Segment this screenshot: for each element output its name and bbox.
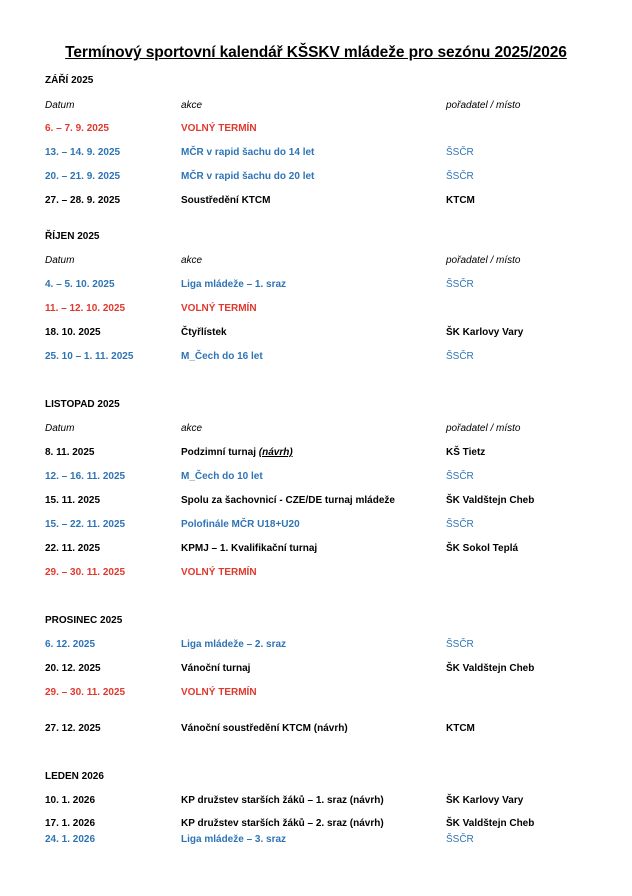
table-row <box>0 327 632 341</box>
event-name: MČR v rapid šachu do 14 let <box>181 147 315 158</box>
event-name: Liga mládeže – 2. sraz <box>181 639 287 650</box>
event-date: 12. – 16. 11. 2025 <box>45 471 126 482</box>
event-note: (návrh) <box>258 447 293 458</box>
table-header <box>0 423 632 437</box>
header-event: akce <box>181 100 203 111</box>
event-name: VOLNÝ TERMÍN <box>181 567 257 578</box>
event-organizer: ŠK Sokol Teplá <box>446 543 519 554</box>
table-row <box>0 351 632 365</box>
event-date: 15. 11. 2025 <box>45 495 101 506</box>
event-date: 15. – 22. 11. 2025 <box>45 519 126 530</box>
event-date: 6. 12. 2025 <box>45 639 96 650</box>
event-name-text: KP družstev starších žáků – 1. sraz <box>181 795 348 806</box>
event-organizer: ŠK Valdštejn Cheb <box>446 818 535 829</box>
event-date: 6. – 7. 9. 2025 <box>45 123 109 134</box>
header-date: Datum <box>45 255 75 266</box>
table-row <box>0 147 632 161</box>
event-organizer: ŠSČR <box>446 471 474 482</box>
event-date: 20. 12. 2025 <box>45 663 101 674</box>
header-date: Datum <box>45 100 75 111</box>
event-name: Čtyřlístek <box>181 327 227 338</box>
month-heading-december: PROSINEC 2025 <box>45 615 123 626</box>
event-organizer: ŠK Valdštejn Cheb <box>446 495 535 506</box>
event-organizer: ŠSČR <box>446 639 474 650</box>
table-row <box>0 663 632 677</box>
table-row <box>0 303 632 317</box>
table-row <box>0 543 632 557</box>
event-date: 20. – 21. 9. 2025 <box>45 171 121 182</box>
event-name: Spolu za šachovnicí - CZE/DE turnaj mládeže <box>181 495 395 506</box>
event-date: 10. 1. 2026 <box>45 795 96 806</box>
event-organizer: ŠK Karlovy Vary <box>446 795 524 806</box>
event-organizer: ŠSČR <box>446 351 474 362</box>
event-organizer: ŠSČR <box>446 519 474 530</box>
event-note: (návrh) <box>349 795 384 806</box>
table-row <box>0 795 632 809</box>
page-title: Termínový sportovní kalendář KŠSKV mládeže pro sezónu 2025/2026 <box>65 44 567 61</box>
event-name: VOLNÝ TERMÍN <box>181 303 257 314</box>
table-row <box>0 495 632 509</box>
event-name-text: Vánoční soustředění KTCM <box>181 723 312 734</box>
month-heading-january: LEDEN 2026 <box>45 771 104 782</box>
event-name <box>181 447 293 458</box>
event-organizer: ŠSČR <box>446 834 474 845</box>
table-row <box>0 195 632 209</box>
table-row <box>0 279 632 293</box>
event-name <box>181 795 384 806</box>
table-row <box>0 834 632 848</box>
event-name: KPMJ – 1. Kvalifikační turnaj <box>181 543 318 554</box>
event-organizer: KŠ Tietz <box>446 447 486 458</box>
event-organizer: ŠK Karlovy Vary <box>446 327 524 338</box>
event-date: 25. 10 – 1. 11. 2025 <box>45 351 134 362</box>
table-header <box>0 100 632 114</box>
event-date: 27. – 28. 9. 2025 <box>45 195 121 206</box>
table-header <box>0 255 632 269</box>
header-organizer: pořadatel / místo <box>446 423 521 434</box>
event-name: VOLNÝ TERMÍN <box>181 123 257 134</box>
event-name: Polofinále MČR U18+U20 <box>181 519 300 530</box>
event-date: 24. 1. 2026 <box>45 834 96 845</box>
event-date: 13. – 14. 9. 2025 <box>45 147 121 158</box>
event-date: 4. – 5. 10. 2025 <box>45 279 115 290</box>
month-heading-november: LISTOPAD 2025 <box>45 399 120 410</box>
table-row <box>0 447 632 461</box>
table-row <box>0 123 632 137</box>
event-date: 29. – 30. 11. 2025 <box>45 687 126 698</box>
event-name: VOLNÝ TERMÍN <box>181 687 257 698</box>
event-date: 27. 12. 2025 <box>45 723 101 734</box>
event-organizer: KTCM <box>446 723 475 734</box>
event-organizer: ŠSČR <box>446 171 474 182</box>
event-name: M_Čech do 16 let <box>181 351 263 362</box>
table-row <box>0 639 632 653</box>
event-date: 22. 11. 2025 <box>45 543 101 554</box>
event-name: Liga mládeže – 3. sraz <box>181 834 287 845</box>
event-name: M_Čech do 10 let <box>181 471 263 482</box>
event-date: 29. – 30. 11. 2025 <box>45 567 126 578</box>
header-event: akce <box>181 255 203 266</box>
event-name-text: Podzimní turnaj <box>181 447 256 458</box>
table-row <box>0 471 632 485</box>
table-row <box>0 818 632 832</box>
event-organizer: KTCM <box>446 195 475 206</box>
header-organizer: pořadatel / místo <box>446 255 521 266</box>
event-name: Soustředění KTCM <box>181 195 271 206</box>
month-heading-september: ZÁŘÍ 2025 <box>45 75 94 86</box>
table-row <box>0 723 632 737</box>
event-organizer: ŠSČR <box>446 279 474 290</box>
event-note: (návrh) <box>313 723 348 734</box>
event-date: 11. – 12. 10. 2025 <box>45 303 126 314</box>
event-date: 8. 11. 2025 <box>45 447 95 458</box>
header-event: akce <box>181 423 203 434</box>
event-name <box>181 818 384 829</box>
table-row <box>0 687 632 701</box>
event-name: Vánoční turnaj <box>181 663 251 674</box>
table-row <box>0 567 632 581</box>
event-name <box>181 723 348 734</box>
event-name: MČR v rapid šachu do 20 let <box>181 171 315 182</box>
event-note: (návrh) <box>349 818 384 829</box>
event-date: 18. 10. 2025 <box>45 327 101 338</box>
event-organizer: ŠSČR <box>446 147 474 158</box>
event-date: 17. 1. 2026 <box>45 818 96 829</box>
event-name: Liga mládeže – 1. sraz <box>181 279 287 290</box>
header-date: Datum <box>45 423 75 434</box>
table-row <box>0 519 632 533</box>
header-organizer: pořadatel / místo <box>446 100 521 111</box>
month-heading-october: ŘÍJEN 2025 <box>45 231 100 242</box>
event-name-text: KP družstev starších žáků – 2. sraz <box>181 818 348 829</box>
table-row <box>0 171 632 185</box>
event-organizer: ŠK Valdštejn Cheb <box>446 663 535 674</box>
